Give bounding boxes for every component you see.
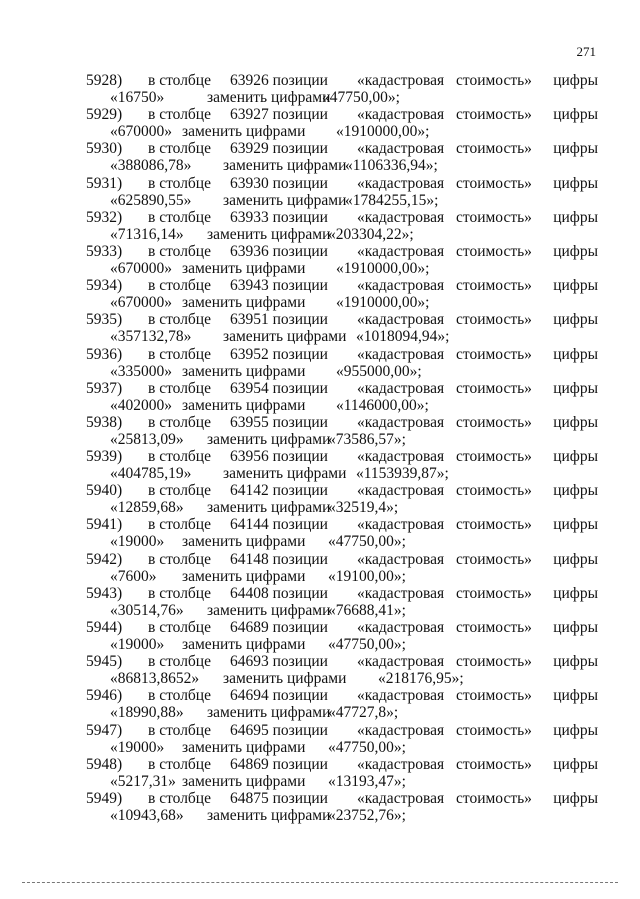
cost-label: стоимость» bbox=[456, 755, 532, 773]
cadastral-label: «кадастровая bbox=[357, 106, 445, 124]
amendment-entry bbox=[0, 756, 640, 790]
column-label: в столбце bbox=[148, 72, 211, 89]
digits-label: цифры bbox=[553, 789, 598, 807]
entry-second-line bbox=[0, 636, 640, 653]
position-id: 63954 позиции bbox=[230, 379, 328, 397]
cadastral-label: «кадастровая bbox=[357, 687, 445, 705]
old-value: «670000» bbox=[110, 259, 172, 277]
cost-label: стоимость» bbox=[456, 721, 532, 739]
digits-label: цифры bbox=[553, 550, 598, 568]
position-id: 63926 позиции bbox=[230, 72, 328, 89]
amendment-entry bbox=[0, 551, 640, 585]
amendment-entry bbox=[0, 140, 640, 174]
replace-label: заменить цифрами bbox=[223, 191, 347, 209]
digits-label: цифры bbox=[553, 448, 598, 466]
cost-label: стоимость» bbox=[456, 345, 532, 363]
column-label: в столбце bbox=[148, 311, 211, 329]
replace-label: заменить цифрами bbox=[223, 157, 347, 175]
cost-label: стоимость» bbox=[456, 106, 532, 124]
cost-label: стоимость» bbox=[456, 140, 532, 158]
column-label: в столбце bbox=[148, 413, 211, 431]
digits-label: цифры bbox=[553, 653, 598, 671]
digits-label: цифры bbox=[553, 72, 598, 89]
old-value: «19000» bbox=[110, 636, 165, 653]
entry-number: 5946) bbox=[86, 687, 123, 705]
amendment-entry bbox=[0, 585, 640, 619]
old-value: «402000» bbox=[110, 396, 172, 414]
amendment-entry bbox=[0, 277, 640, 311]
new-value: «1018094,94»; bbox=[356, 328, 450, 346]
amendment-entry bbox=[0, 790, 640, 824]
cadastral-label: «кадастровая bbox=[357, 619, 445, 636]
column-label: в столбце bbox=[148, 789, 211, 807]
old-value: «30514,76» bbox=[110, 601, 184, 619]
old-value: «670000» bbox=[110, 123, 172, 141]
position-id: 63930 позиции bbox=[230, 174, 328, 192]
position-id: 64694 позиции bbox=[230, 687, 328, 705]
entry-number: 5933) bbox=[86, 242, 123, 260]
page-number: 271 bbox=[576, 44, 596, 59]
entry-second-line bbox=[0, 260, 640, 277]
position-id: 64695 позиции bbox=[230, 721, 328, 739]
new-value: «47750,00»; bbox=[328, 636, 406, 653]
digits-label: цифры bbox=[553, 755, 598, 773]
new-value: «47750,00»; bbox=[328, 738, 406, 756]
position-id: 64148 позиции bbox=[230, 550, 328, 568]
replace-label: заменить цифрами bbox=[207, 430, 331, 448]
cost-label: стоимость» bbox=[456, 242, 532, 260]
column-label: в столбце bbox=[148, 755, 211, 773]
entry-second-line bbox=[0, 739, 640, 756]
cadastral-label: «кадастровая bbox=[357, 345, 445, 363]
entry-second-line bbox=[0, 89, 640, 106]
entry-second-line bbox=[0, 397, 640, 414]
amendment-entry bbox=[0, 619, 640, 653]
amendment-entry bbox=[0, 175, 640, 209]
digits-label: цифры bbox=[553, 516, 598, 534]
amendment-entry bbox=[0, 687, 640, 721]
entry-number: 5928) bbox=[86, 72, 123, 89]
cost-label: стоимость» bbox=[456, 789, 532, 807]
entry-first-line bbox=[0, 72, 640, 89]
position-id: 64869 позиции bbox=[230, 755, 328, 773]
replace-label: заменить цифрами bbox=[207, 499, 331, 517]
entry-number: 5939) bbox=[86, 448, 123, 466]
entry-second-line bbox=[0, 568, 640, 585]
cost-label: стоимость» bbox=[456, 653, 532, 671]
replace-label: заменить цифрами bbox=[182, 294, 306, 312]
column-label: в столбце bbox=[148, 653, 211, 671]
replace-label: заменить цифрами bbox=[182, 567, 306, 585]
digits-label: цифры bbox=[553, 277, 598, 295]
entry-number: 5943) bbox=[86, 584, 123, 602]
digits-label: цифры bbox=[553, 242, 598, 260]
replace-label: заменить цифрами bbox=[207, 601, 331, 619]
old-value: «404785,19» bbox=[110, 465, 192, 483]
entry-first-line bbox=[0, 687, 640, 704]
old-value: «19000» bbox=[110, 533, 165, 551]
entry-first-line bbox=[0, 346, 640, 363]
cost-label: стоимость» bbox=[456, 72, 532, 89]
digits-label: цифры bbox=[553, 413, 598, 431]
entry-number: 5942) bbox=[86, 550, 123, 568]
entry-second-line bbox=[0, 294, 640, 311]
entry-number: 5932) bbox=[86, 208, 123, 226]
entry-number: 5937) bbox=[86, 379, 123, 397]
replace-label: заменить цифрами bbox=[223, 670, 347, 688]
cadastral-label: «кадастровая bbox=[357, 584, 445, 602]
position-id: 63936 позиции bbox=[230, 242, 328, 260]
digits-label: цифры bbox=[553, 174, 598, 192]
entry-second-line bbox=[0, 226, 640, 243]
digits-label: цифры bbox=[553, 140, 598, 158]
amendment-entry bbox=[0, 722, 640, 756]
entry-second-line bbox=[0, 807, 640, 824]
cadastral-label: «кадастровая bbox=[357, 311, 445, 329]
new-value: «1153939,87»; bbox=[356, 465, 449, 483]
column-label: в столбце bbox=[148, 106, 211, 124]
column-label: в столбце bbox=[148, 379, 211, 397]
entry-first-line bbox=[0, 209, 640, 226]
position-id: 63927 позиции bbox=[230, 106, 328, 124]
cost-label: стоимость» bbox=[456, 379, 532, 397]
entry-number: 5935) bbox=[86, 311, 123, 329]
amendment-entry bbox=[0, 414, 640, 448]
entry-first-line bbox=[0, 277, 640, 294]
old-value: «25813,09» bbox=[110, 430, 184, 448]
new-value: «23752,76»; bbox=[328, 806, 406, 824]
entry-second-line bbox=[0, 431, 640, 448]
cost-label: стоимость» bbox=[456, 277, 532, 295]
entry-number: 5941) bbox=[86, 516, 123, 534]
column-label: в столбце bbox=[148, 516, 211, 534]
position-id: 64693 позиции bbox=[230, 653, 328, 671]
position-id: 64144 позиции bbox=[230, 516, 328, 534]
entry-second-line bbox=[0, 533, 640, 550]
entry-second-line bbox=[0, 157, 640, 174]
replace-label: заменить цифрами bbox=[223, 328, 347, 346]
entry-second-line bbox=[0, 123, 640, 140]
entry-number: 5948) bbox=[86, 755, 123, 773]
cadastral-label: «кадастровая bbox=[357, 277, 445, 295]
new-value: «13193,47»; bbox=[328, 772, 406, 790]
new-value: «1146000,00»; bbox=[336, 396, 429, 414]
column-label: в столбце bbox=[148, 550, 211, 568]
amendment-entry bbox=[0, 482, 640, 516]
entry-second-line bbox=[0, 602, 640, 619]
new-value: «1106336,94»; bbox=[345, 157, 438, 175]
column-label: в столбце bbox=[148, 482, 211, 500]
cost-label: стоимость» bbox=[456, 550, 532, 568]
entry-first-line bbox=[0, 414, 640, 431]
amendment-entry bbox=[0, 209, 640, 243]
amendment-entry bbox=[0, 311, 640, 345]
position-id: 63943 позиции bbox=[230, 277, 328, 295]
digits-label: цифры bbox=[553, 379, 598, 397]
cost-label: стоимость» bbox=[456, 516, 532, 534]
digits-label: цифры bbox=[553, 687, 598, 705]
replace-label: заменить цифрами bbox=[182, 362, 306, 380]
new-value: «47750,00»; bbox=[328, 533, 406, 551]
old-value: «19000» bbox=[110, 738, 165, 756]
entry-first-line bbox=[0, 311, 640, 328]
old-value: «357132,78» bbox=[110, 328, 192, 346]
column-label: в столбце bbox=[148, 277, 211, 295]
replace-label: заменить цифрами bbox=[182, 636, 306, 653]
column-label: в столбце bbox=[148, 140, 211, 158]
entry-first-line bbox=[0, 790, 640, 807]
entry-first-line bbox=[0, 653, 640, 670]
column-label: в столбце bbox=[148, 619, 211, 636]
entry-first-line bbox=[0, 448, 640, 465]
digits-label: цифры bbox=[553, 345, 598, 363]
amendment-entry bbox=[0, 243, 640, 277]
replace-label: заменить цифрами bbox=[207, 806, 331, 824]
column-label: в столбце bbox=[148, 208, 211, 226]
amendment-entry bbox=[0, 106, 640, 140]
column-label: в столбце bbox=[148, 242, 211, 260]
position-id: 64408 позиции bbox=[230, 584, 328, 602]
cost-label: стоимость» bbox=[456, 413, 532, 431]
digits-label: цифры bbox=[553, 584, 598, 602]
footer-divider bbox=[22, 882, 618, 883]
amendment-entry bbox=[0, 653, 640, 687]
old-value: «10943,68» bbox=[110, 806, 184, 824]
entry-first-line bbox=[0, 619, 640, 636]
replace-label: заменить цифрами bbox=[182, 396, 306, 414]
replace-label: заменить цифрами bbox=[182, 738, 306, 756]
column-label: в столбце bbox=[148, 687, 211, 705]
position-id: 63952 позиции bbox=[230, 345, 328, 363]
column-label: в столбце bbox=[148, 448, 211, 466]
entry-number: 5931) bbox=[86, 174, 123, 192]
new-value: «955000,00»; bbox=[336, 362, 422, 380]
entry-number: 5944) bbox=[86, 619, 123, 636]
new-value: «203304,22»; bbox=[328, 225, 414, 243]
replace-label: заменить цифрами bbox=[223, 465, 347, 483]
new-value: «76688,41»; bbox=[328, 601, 406, 619]
old-value: «16750» bbox=[110, 89, 165, 106]
old-value: «71316,14» bbox=[110, 225, 184, 243]
old-value: «7600» bbox=[110, 567, 157, 585]
replace-label: заменить цифрами bbox=[207, 704, 331, 722]
position-id: 63955 позиции bbox=[230, 413, 328, 431]
entry-number: 5947) bbox=[86, 721, 123, 739]
entry-first-line bbox=[0, 756, 640, 773]
new-value: «32519,4»; bbox=[328, 499, 399, 517]
old-value: «625890,55» bbox=[110, 191, 192, 209]
entry-number: 5949) bbox=[86, 789, 123, 807]
old-value: «670000» bbox=[110, 294, 172, 312]
entry-number: 5940) bbox=[86, 482, 123, 500]
new-value: «1910000,00»; bbox=[336, 259, 430, 277]
cost-label: стоимость» bbox=[456, 482, 532, 500]
entry-first-line bbox=[0, 140, 640, 157]
cadastral-label: «кадастровая bbox=[357, 448, 445, 466]
cadastral-label: «кадастровая bbox=[357, 140, 445, 158]
cadastral-label: «кадастровая bbox=[357, 379, 445, 397]
entry-second-line bbox=[0, 704, 640, 721]
entry-number: 5938) bbox=[86, 413, 123, 431]
entry-second-line bbox=[0, 773, 640, 790]
digits-label: цифры bbox=[553, 619, 598, 636]
cost-label: стоимость» bbox=[456, 619, 532, 636]
entry-number: 5934) bbox=[86, 277, 123, 295]
cost-label: стоимость» bbox=[456, 174, 532, 192]
entry-second-line bbox=[0, 499, 640, 516]
amendment-entry bbox=[0, 380, 640, 414]
amendment-list bbox=[0, 72, 640, 824]
entry-first-line bbox=[0, 482, 640, 499]
position-id: 64142 позиции bbox=[230, 482, 328, 500]
cadastral-label: «кадастровая bbox=[357, 550, 445, 568]
amendment-entry bbox=[0, 448, 640, 482]
column-label: в столбце bbox=[148, 584, 211, 602]
new-value: «47750,00»; bbox=[322, 89, 400, 106]
old-value: «5217,31» bbox=[110, 772, 176, 790]
digits-label: цифры bbox=[553, 208, 598, 226]
cadastral-label: «кадастровая bbox=[357, 174, 445, 192]
position-id: 64875 позиции bbox=[230, 789, 328, 807]
position-id: 63951 позиции bbox=[230, 311, 328, 329]
cost-label: стоимость» bbox=[456, 208, 532, 226]
amendment-entry bbox=[0, 72, 640, 106]
cost-label: стоимость» bbox=[456, 311, 532, 329]
column-label: в столбце bbox=[148, 721, 211, 739]
old-value: «335000» bbox=[110, 362, 172, 380]
cadastral-label: «кадастровая bbox=[357, 242, 445, 260]
entry-second-line bbox=[0, 670, 640, 687]
cadastral-label: «кадастровая bbox=[357, 482, 445, 500]
old-value: «12859,68» bbox=[110, 499, 184, 517]
replace-label: заменить цифрами bbox=[182, 533, 306, 551]
amendment-entry bbox=[0, 346, 640, 380]
entry-second-line bbox=[0, 328, 640, 345]
cadastral-label: «кадастровая bbox=[357, 789, 445, 807]
entry-second-line bbox=[0, 192, 640, 209]
new-value: «47727,8»; bbox=[328, 704, 399, 722]
entry-first-line bbox=[0, 175, 640, 192]
cadastral-label: «кадастровая bbox=[357, 516, 445, 534]
cadastral-label: «кадастровая bbox=[357, 755, 445, 773]
entry-first-line bbox=[0, 380, 640, 397]
replace-label: заменить цифрами bbox=[207, 225, 331, 243]
digits-label: цифры bbox=[553, 106, 598, 124]
cadastral-label: «кадастровая bbox=[357, 208, 445, 226]
cadastral-label: «кадастровая bbox=[357, 721, 445, 739]
new-value: «73586,57»; bbox=[328, 430, 406, 448]
entry-number: 5945) bbox=[86, 653, 123, 671]
replace-label: заменить цифрами bbox=[207, 89, 331, 106]
position-id: 63933 позиции bbox=[230, 208, 328, 226]
replace-label: заменить цифрами bbox=[182, 772, 306, 790]
entry-first-line bbox=[0, 243, 640, 260]
column-label: в столбце bbox=[148, 174, 211, 192]
digits-label: цифры bbox=[553, 311, 598, 329]
entry-number: 5936) bbox=[86, 345, 123, 363]
entry-first-line bbox=[0, 585, 640, 602]
new-value: «1784255,15»; bbox=[345, 191, 439, 209]
cost-label: стоимость» bbox=[456, 687, 532, 705]
cadastral-label: «кадастровая bbox=[357, 72, 445, 89]
new-value: «1910000,00»; bbox=[336, 123, 430, 141]
entry-first-line bbox=[0, 551, 640, 568]
entry-number: 5929) bbox=[86, 106, 123, 124]
replace-label: заменить цифрами bbox=[182, 259, 306, 277]
entry-first-line bbox=[0, 106, 640, 123]
entry-second-line bbox=[0, 465, 640, 482]
cost-label: стоимость» bbox=[456, 448, 532, 466]
position-id: 63929 позиции bbox=[230, 140, 328, 158]
new-value: «218176,95»; bbox=[378, 670, 464, 688]
old-value: «86813,8652» bbox=[110, 670, 200, 688]
digits-label: цифры bbox=[553, 482, 598, 500]
cadastral-label: «кадастровая bbox=[357, 413, 445, 431]
entry-first-line bbox=[0, 516, 640, 533]
old-value: «388086,78» bbox=[110, 157, 192, 175]
new-value: «1910000,00»; bbox=[336, 294, 430, 312]
old-value: «18990,88» bbox=[110, 704, 184, 722]
digits-label: цифры bbox=[553, 721, 598, 739]
replace-label: заменить цифрами bbox=[182, 123, 306, 141]
cost-label: стоимость» bbox=[456, 584, 532, 602]
new-value: «19100,00»; bbox=[328, 567, 406, 585]
position-id: 64689 позиции bbox=[230, 619, 328, 636]
entry-first-line bbox=[0, 722, 640, 739]
column-label: в столбце bbox=[148, 345, 211, 363]
amendment-entry bbox=[0, 516, 640, 550]
entry-second-line bbox=[0, 363, 640, 380]
entry-number: 5930) bbox=[86, 140, 123, 158]
cadastral-label: «кадастровая bbox=[357, 653, 445, 671]
position-id: 63956 позиции bbox=[230, 448, 328, 466]
